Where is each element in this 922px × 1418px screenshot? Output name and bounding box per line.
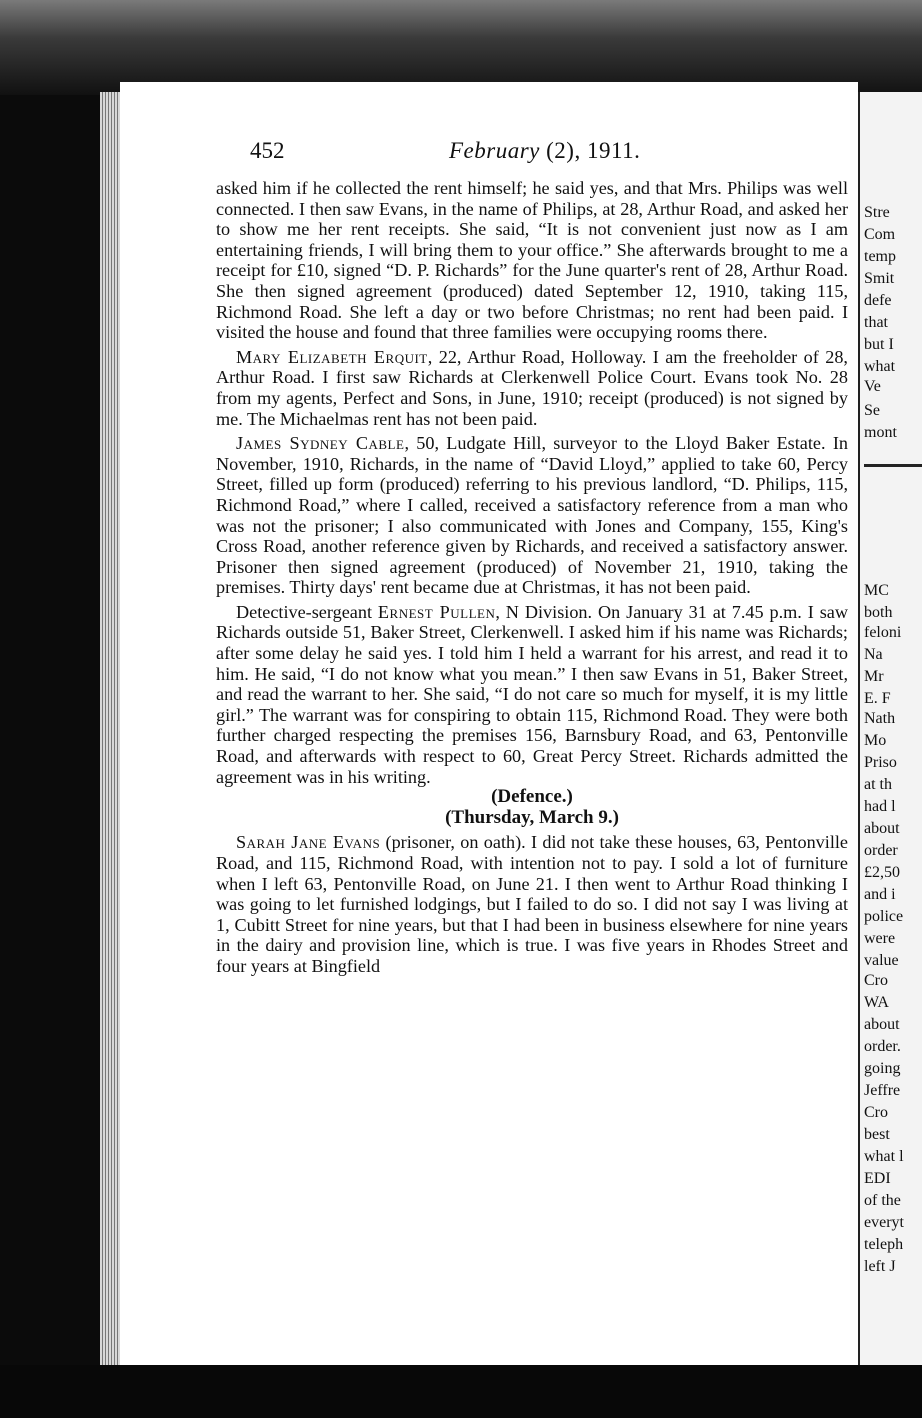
fragment-line: about [864,1016,900,1033]
fragment-line: best [864,1126,890,1143]
fragment-line: Mo [864,732,887,749]
fragment-line: police [864,908,904,925]
fragment-line: what [864,358,896,375]
fragment-line: Stre [864,204,890,221]
fragment-line: Na [864,646,883,663]
paragraph-4-prefix: Detective-sergeant [236,601,378,622]
fragment-line: and i [864,886,896,903]
page-header [250,138,850,172]
fragment-line: about [864,820,900,837]
adjacent-page-edge [858,92,922,1370]
fragment-line: order. [864,1038,901,1055]
witness-name: Mary Elizabeth Erquit [236,346,428,367]
paragraph-5 [216,832,848,976]
page-number: 452 [250,138,285,163]
fragment-line: left J [864,1258,896,1275]
fragment-line: teleph [864,1236,904,1253]
page-stack-edge [100,92,122,1377]
fragment-line: order [864,842,898,859]
running-head-month: February [449,138,540,163]
fragment-line: what l [864,1148,904,1165]
paragraph-4-text: , N Division. On January 31 at 7.45 p.m. I saw Richards outside 51, Baker Street, Clerkenwell. I asked him if his name was Richards; after some delay he said yes. I told him I held a warrant for his arrest, and read it to him. He said, “I do not know what you mean.” I then saw Evans in 51, Baker Street, and read the warrant to her. She said, “I do not care so much for myself, it is my little girl.” The warrant was for conspiring to obtain 115, Richmond Road. They were both further charged respecting the premises 156, Barnsbury Road, and 63, Pentonville Road, and afterwards with respect to 60, Great Percy Street. Richards admitted the agreement was in his writing. [216,601,848,787]
fragment-line: Priso [864,754,897,771]
paragraph-5-text: (prisoner, on oath). I did not take these houses, 63, Pentonville Road, and 115, Richmond Road, with intention not to pay. I sold a lot of furniture when I left 63, Pentonville Road, on June 21. I then went to Arthur Road thinking I was going to let furnished lodgings, but I failed to do so. I did not say I was living at 1, Cubitt Street for nine years, but that I had been in business elsewhere for nine years in the dairy and provision line, which is true. I was five years in Rhodes Street and four years at Bingfield [216,832,849,976]
paragraph-3-text: , 50, Ludgate Hill, surveyor to the Lloyd Baker Estate. In November, 1910, Richards, in the name of “David Lloyd,” applied to take 60, Percy Street, filled up form (produced) referring to his previous landlord, “D. Philips, 115, Richmond Road,” where I called, received a satisfactory reference from a man who was not the prisoner; I also communicated with Jones and Company, 155, King's Cross Road, another reference given by Richards, and received a satisfactory answer. Prisoner then signed agreement (produced) of November 21, 1910, taking the premises. Thirty days' rent became due at Christmas, it has not been paid. [216,433,848,598]
scan-border-top [0,0,922,95]
fragment-line: Ve [864,378,881,395]
fragment-line: mont [864,424,897,441]
scan-border-bottom [0,1365,922,1418]
witness-name: Sarah Jane Evans [236,832,381,853]
fragment-line: that [864,314,888,331]
running-head [449,138,640,164]
fragment-line: WA [864,994,889,1011]
fragment-line: Cro [864,1104,888,1121]
fragment-line: Jeffre [864,1082,901,1099]
paragraph-3 [216,433,848,598]
fragment-line: everyt [864,1214,904,1231]
fragment-line: Smit [864,270,895,287]
fragment-line: £2,50 [864,864,900,881]
fragment-line: Mr [864,668,884,685]
paragraph-1: asked him if he collected the rent himself; he said yes, and that Mrs. Philips was well connected. I then saw Evans, in the name of Philips, at 28, Arthur Road, and asked her to show me her rent receipts. She said, “It is not convenient just now as I am entertaining friends, I will bring them to your office.” She afterwards brought to me a receipt for £10, signed “D. P. Richards” for the June quarter's rent of 28, Arthur Road. She then signed agreement (produced) dated September 12, 1910, taking 115, Richmond Road. She left a day or two before Christmas; no rent had been paid. I visited the house and found that three families were occupying rooms there. [216,178,848,343]
fragment-line: both [864,604,893,621]
fragment-line: EDI [864,1170,891,1187]
fragment-line: E. F [864,690,891,707]
witness-name: James Sydney Cable [236,433,405,454]
witness-name: Ernest Pullen [377,601,496,622]
fragment-line: of the [864,1192,901,1209]
section-rule [864,464,922,467]
fragment-line: Nath [864,710,896,727]
fragment-line: but I [864,336,894,353]
fragment-line: had l [864,798,896,815]
running-head-rest: (2), 1911. [546,138,641,163]
book-page [120,82,858,1372]
paragraph-2 [216,347,848,429]
paragraph-2-text: , 22, Arthur Road, Holloway. I am the freeholder of 28, Arthur Road. I first saw Richards at Clerkenwell Police Court. Evans took No. 28 from my agents, Perfect and Sons, in June, 1910; receipt (produced) is not signed by me. The Michaelmas rent has not been paid. [216,346,848,429]
section-heading-date: (Thursday, March 9.) [445,806,619,828]
paragraph-4 [216,602,848,787]
fragment-line: at th [864,776,892,793]
fragment-line: were [864,930,896,947]
fragment-line: Cro [864,972,888,989]
fragment-line: MC [864,582,889,599]
section-heading-defence: (Defence.) [491,786,573,808]
fragment-line: Com [864,226,896,243]
fragment-line: value [864,952,899,969]
fragment-line: defe [864,292,892,309]
fragment-line: feloni [864,624,902,641]
fragment-line: Se [864,402,880,419]
fragment-line: temp [864,248,896,265]
body-text [216,178,848,977]
fragment-line: going [864,1060,901,1077]
